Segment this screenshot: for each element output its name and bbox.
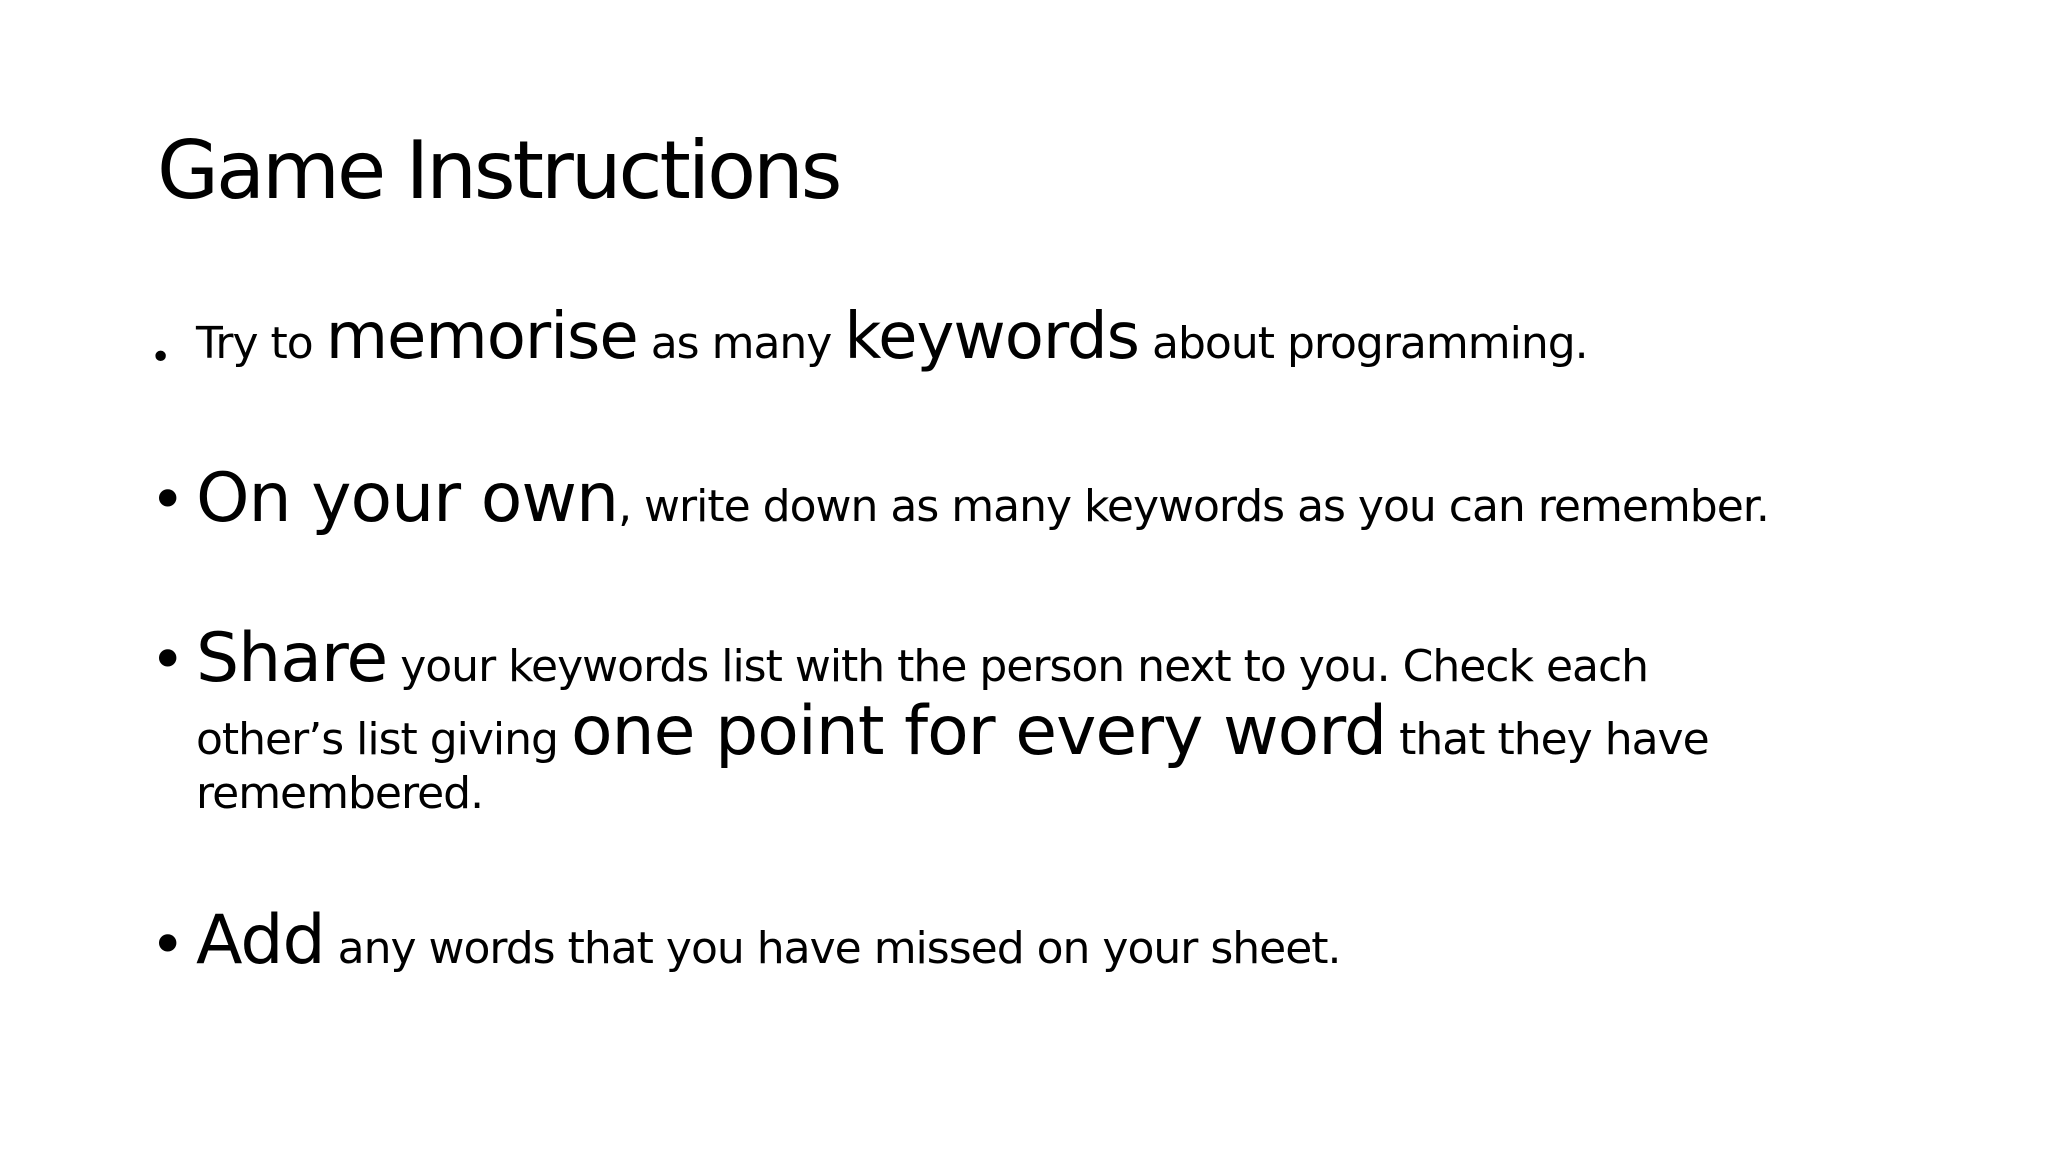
bullet-dot: • (150, 625, 186, 695)
bullet-text-line-2 (196, 692, 1709, 771)
emphasis-text: keywords (844, 300, 1140, 374)
bullet-text-line-3 (196, 768, 484, 819)
text-run: remembered. (196, 768, 484, 819)
bullet-text (196, 901, 1341, 980)
emphasis-text: Share (196, 619, 388, 698)
bullet-text (196, 459, 1769, 538)
emphasis-text: On your own (196, 459, 619, 538)
emphasis-text: Add (196, 901, 325, 980)
emphasis-text: one point for every word (570, 692, 1387, 771)
text-run: , write down as many keywords as you can remember. (618, 481, 1769, 532)
bullet-dot: • (150, 910, 186, 980)
text-run: other’s list giving (196, 714, 571, 765)
emphasis-text: memorise (325, 300, 638, 374)
slide-title: Game Instructions (157, 124, 840, 217)
text-run: Try to (196, 318, 326, 369)
bullet-text-line-1 (196, 619, 1649, 698)
text-run: that they have (1386, 714, 1709, 765)
text-run: your keywords list with the person next to you. Check each (387, 641, 1649, 692)
bullet-text (196, 300, 1588, 374)
text-run: about programming. (1139, 318, 1588, 369)
text-run: as many (637, 318, 845, 369)
bullet-dot: • (150, 337, 172, 378)
text-run: any words that you have missed on your sheet. (324, 923, 1341, 974)
bullet-dot: • (150, 465, 186, 535)
